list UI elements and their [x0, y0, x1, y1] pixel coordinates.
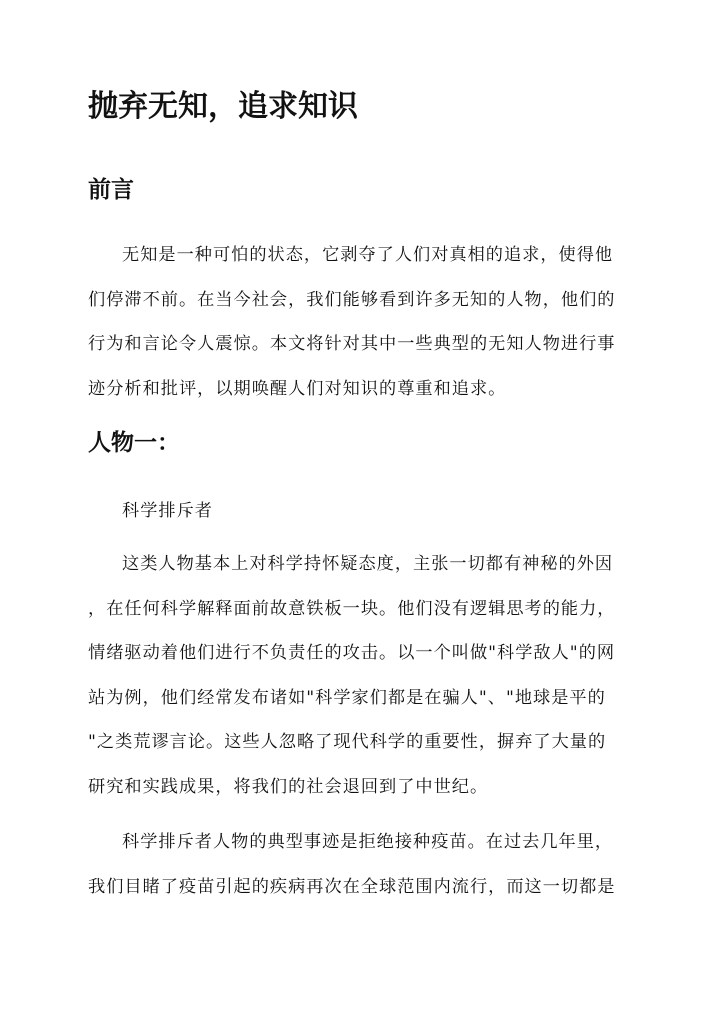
paragraph-line: 行为和言论令人震惊。本文将针对其中一些典型的无知人物进行事 [88, 334, 616, 354]
person1-subtitle-block [88, 489, 636, 534]
paragraph-line: ，在任何科学解释面前故意铁板一块。他们没有逻辑思考的能力， [88, 598, 616, 619]
preface-paragraph [88, 233, 636, 411]
paragraph-line: 迹分析和批评，以期唤醒人们对知识的尊重和追求。 [88, 378, 507, 399]
paragraph-line: 这类人物基本上对科学持怀疑态度，主张一切都有神秘的外因 [122, 554, 614, 574]
preface-heading: 前言 [88, 176, 134, 203]
person1-paragraph-2 [88, 820, 636, 909]
paragraph-line: 科学排斥者人物的典型事迹是拒绝接种疫苗。在过去几年里， [122, 832, 614, 852]
person1-paragraph-1 [88, 542, 636, 809]
paragraph-line: 情绪驱动着他们进行不负责任的攻击。以一个叫做"科学敌人"的网 [88, 643, 616, 663]
person1-heading: 人物一： [88, 429, 180, 456]
paragraph-line: 我们目睹了疫苗引起的疾病再次在全球范围内流行，而这一切都是 [88, 876, 616, 897]
paragraph-line: 研究和实践成果，将我们的社会退回到了中世纪。 [88, 776, 489, 797]
person1-subtitle: 科学排斥者 [122, 501, 213, 521]
paragraph-line: 站为例，他们经常发布诸如"科学家们都是在骗人"、"地球是平的 [88, 687, 606, 708]
document-title: 抛弃无知，追求知识 [88, 89, 358, 124]
paragraph-line: "之类荒谬言论。这些人忽略了现代科学的重要性，摒弃了大量的 [88, 732, 607, 752]
paragraph-line: 们停滞不前。在当今社会，我们能够看到许多无知的人物，他们的 [88, 289, 616, 310]
paragraph-line: 无知是一种可怕的状态，它剥夺了人们对真相的追求，使得他 [122, 245, 614, 265]
